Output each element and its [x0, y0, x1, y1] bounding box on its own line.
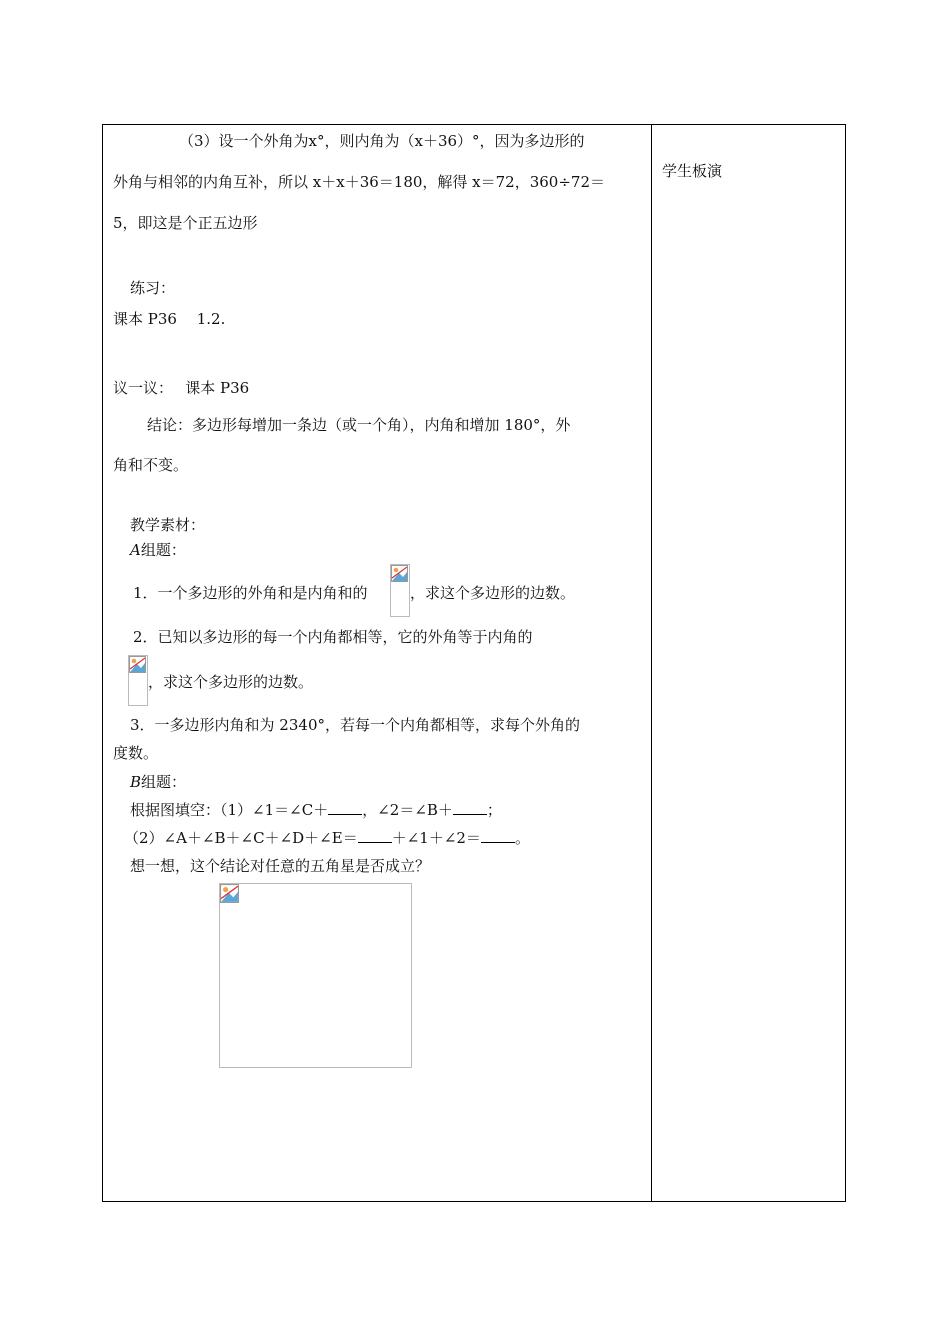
star-figure-image	[219, 883, 412, 1068]
question-2-tail: ，求这个多边形的边数。	[148, 673, 314, 691]
conclusion-line2: 角和不变。	[113, 456, 189, 474]
p3-line2: 外角与相邻的内角互补，所以 x＋x＋36＝180，解得 x＝72，360÷72＝	[113, 173, 606, 191]
answer-blank	[358, 828, 392, 843]
question-1-text: 1．一个多边形的外角和是内角和的	[133, 584, 368, 602]
group-a-letter: A	[130, 541, 141, 559]
conclusion-line1: 结论：多边形每增加一条边（或一个角），内角和增加 180°，外	[147, 416, 571, 434]
question-2-line1: 2．已知以多边形的每一个内角都相等，它的外角等于内角的	[133, 628, 533, 646]
side-note: 学生板演	[662, 162, 723, 180]
fill2-part-b: ＋∠1＋∠2＝	[391, 829, 481, 847]
practice-ref: 课本 P36 1.2.	[113, 310, 226, 328]
p3-line1: （3）设一个外角为x°，则内角为（x＋36）°，因为多边形的	[179, 132, 585, 150]
group-a-heading	[130, 540, 186, 560]
answer-blank	[328, 800, 362, 815]
fraction-image-2	[128, 655, 148, 706]
answer-blank	[453, 800, 487, 815]
lesson-table	[102, 124, 846, 1202]
broken-image-icon	[220, 884, 239, 903]
fill2-part-a: （2）∠A＋∠B＋∠C＋∠D＋∠E＝	[124, 829, 358, 847]
fill1-part-c: ；	[486, 801, 502, 819]
group-b-letter: B	[130, 773, 142, 791]
fill-blank-line1	[130, 800, 502, 820]
fill2-part-c: 。	[514, 829, 530, 847]
broken-image-icon	[391, 565, 408, 582]
broken-image-icon	[129, 656, 146, 673]
fraction-image-1	[390, 564, 410, 617]
question-1-tail: ，求这个多边形的边数。	[410, 584, 576, 602]
question-3-line2: 度数。	[113, 744, 159, 762]
column-divider	[651, 125, 652, 1201]
fill1-part-a: 根据图填空：（1）∠1＝∠C＋	[130, 801, 329, 819]
discuss-line: 议一议： 课本 P36	[113, 379, 250, 397]
question-3-line1: 3．一多边形内角和为 2340°，若每一个内角都相等，求每个外角的	[130, 716, 580, 734]
fill-blank-line2	[124, 828, 530, 848]
think-question: 想一想，这个结论对任意的五角星是否成立？	[130, 857, 431, 875]
group-b-heading	[130, 772, 186, 792]
practice-label: 练习：	[130, 279, 176, 297]
group-b-suffix: 组题：	[141, 773, 187, 791]
fill1-part-b: ，∠2＝∠B＋	[362, 801, 453, 819]
material-label: 教学素材：	[130, 516, 206, 534]
p3-line3: 5，即这是个正五边形	[113, 214, 258, 232]
answer-blank	[481, 828, 515, 843]
group-a-suffix: 组题：	[140, 541, 186, 559]
